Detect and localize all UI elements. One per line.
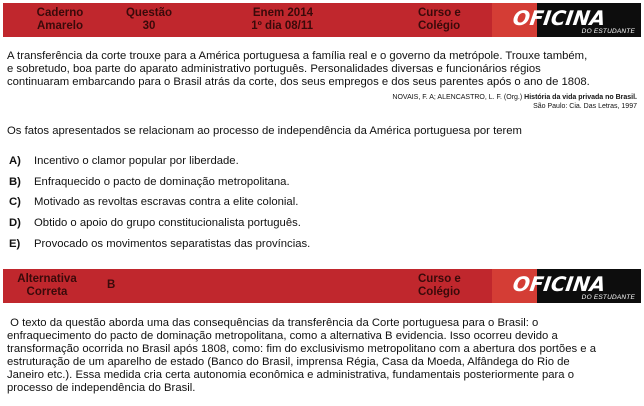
logo-subtext: DO ESTUDANTE [581,294,635,301]
questao-label: Questão [125,7,172,19]
answer-options [9,151,310,254]
caderno-value: Amarelo [36,20,84,32]
option-letter: E) [9,237,21,250]
exam-label: Enem 2014 [252,7,313,19]
passage-line: continuaram embarcando para o Brasil atrás da corte, dos seus empregos e dos seus parentes após o ano de 1808. [7,76,590,88]
explanation-line: transformação ocorrida no Brasil após 1808, como: fim do exclusivismo metropolitano com a abertura dos portões e a [7,343,596,355]
curso-line1: Curso e [418,273,461,285]
option-letter: D) [9,217,21,230]
curso-line2: Colégio [418,20,461,32]
citation [392,93,637,111]
citation-publisher: São Paulo: Cia. Das Letras, 1997 [533,103,637,110]
header-banner [3,3,641,37]
citation-authors: NOVAIS, F. A; ALENCASTRO, L. F. (Org.) [392,94,523,101]
passage-text [7,50,639,89]
explanation-line: estruturação de um aparelho de estado (Banco do Brasil, imprensa Régia, Casa da Moeda, Alfândega do Rio de [7,356,570,368]
caderno-cell [34,7,86,33]
caderno-label: Caderno [36,7,84,19]
exam-cell [233,7,313,33]
answer-banner [3,269,641,303]
option-text: Motivado as revoltas escravas contra a elite colonial. [34,196,299,209]
option-e [9,233,310,254]
curso-line2: Colégio [418,286,461,298]
question-prompt: Os fatos apresentados se relacionam ao processo de independência da América portuguesa por terem [7,125,522,137]
option-letter: A) [9,155,21,168]
oficina-logo-text: OFICINA [511,272,608,296]
explanation-line: processo de independência do Brasil. [7,382,196,394]
explanation-line: Janeiro etc.). Essa medida cria certa autonomia econômica e administrativa, fundamentais posteriormente para o [7,369,575,381]
label-line2: Correta [26,286,68,298]
option-a [9,151,310,172]
explanation-line: O texto da questão aborda uma das consequências da transferência da Corte portuguesa para o Brasil: o [7,317,539,329]
correct-alternative-label [13,273,81,299]
citation-line-1 [392,93,637,102]
option-text: Incentivo o clamor popular por liberdade. [34,155,239,168]
header-red-panel [3,3,492,37]
curso-line1: Curso e [418,7,461,19]
questao-cell [121,7,177,33]
answer-red-panel [3,269,492,303]
explanation-text [7,317,639,395]
explanation-line: enfraquecimento do pacto de dominação metropolitana, como a alternativa B evidencia. Isso ocorreu devido a [7,330,558,342]
citation-title: História da vida privada no Brasil. [524,94,637,101]
option-text: Enfraquecido o pacto de dominação metropolitana. [34,175,290,188]
option-text: Obtido o apoio do grupo constitucionalista português. [34,217,301,230]
questao-value: 30 [142,20,156,32]
option-text: Provocado os movimentos separatistas das províncias. [34,237,311,250]
logo-subtext: DO ESTUDANTE [581,28,635,35]
passage-line: e sobretudo, boa parte do aparato administrativo português. Personalidades diversas e funcionários régios [7,63,541,75]
exam-date: 1º dia 08/11 [251,20,313,32]
curso-cell [418,7,461,33]
option-c [9,192,310,213]
option-letter: B) [9,175,21,188]
curso-cell [418,273,461,299]
label-line1: Alternativa [17,273,77,285]
option-d [9,213,310,234]
oficina-logo-text: OFICINA [511,6,608,30]
passage-line: A transferência da corte trouxe para a América portuguesa a família real e o governo da metrópole. Trouxe também, [7,50,588,62]
correct-alternative-value: B [107,279,116,291]
option-b [9,172,310,193]
option-letter: C) [9,196,21,209]
